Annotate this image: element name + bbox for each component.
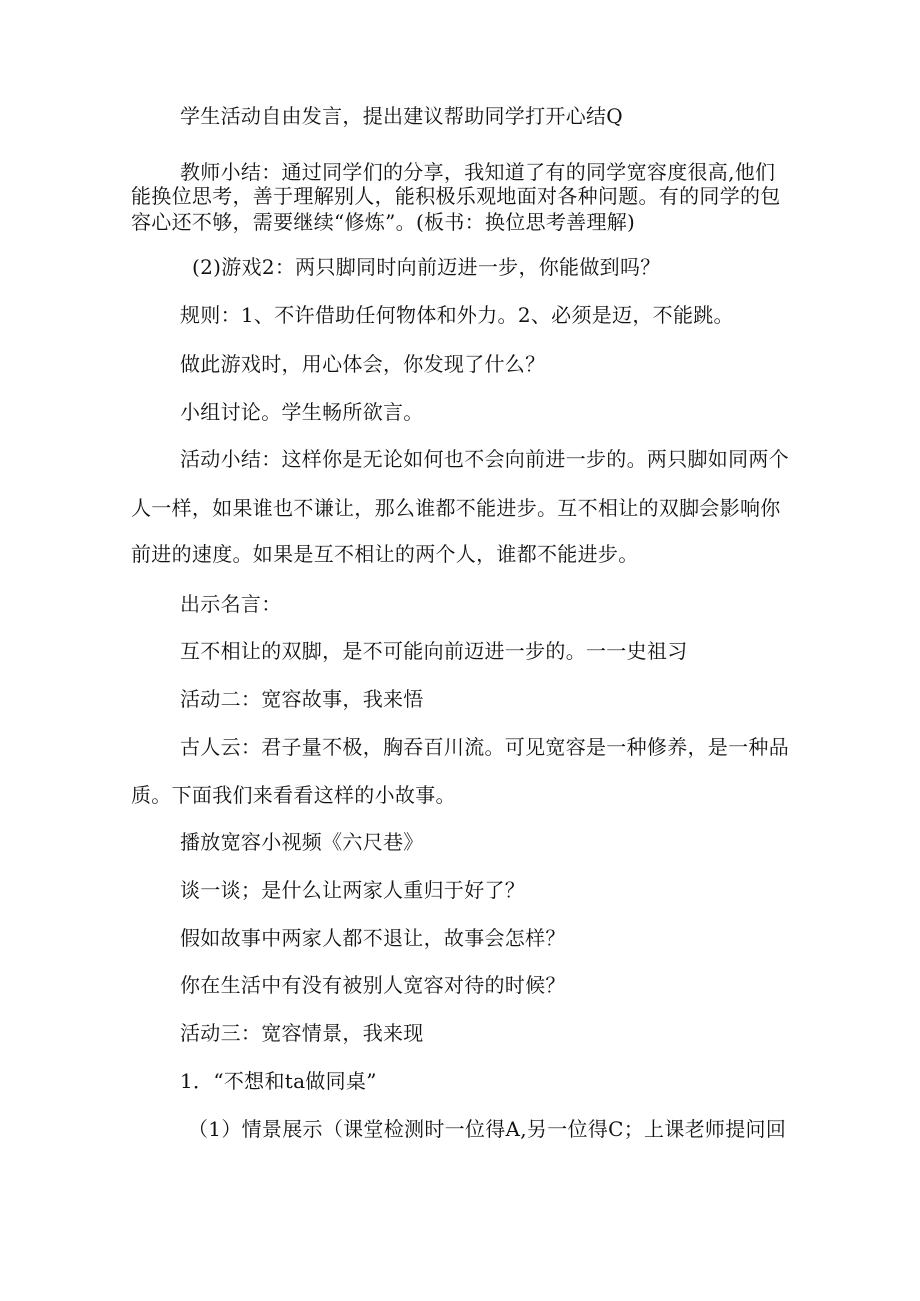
paragraph-rules: 规则：1、不许借助任何物体和外力。2、必须是迈，不能跳。 [180, 303, 734, 327]
paragraph-game2: (2)游戏2：两只脚同时向前迈进一步，你能做到吗？ [192, 255, 661, 279]
paragraph-ancient-saying-line1: 古人云：君子量不极，胸吞百川流。可见宽容是一种修养，是一种品 [180, 735, 789, 759]
paragraph-personal-experience: 你在生活中有没有被别人宽容对待的时候？ [180, 973, 566, 997]
paragraph-discuss: 谈一谈；是什么让两家人重归于好了？ [180, 878, 526, 902]
paragraph-scenario-display: （1）情景展示（课堂检测时一位得A,另一位得C；上课老师提问回 [188, 1117, 787, 1141]
section-heading-activity3: 活动三：宽容情景，我来现 [180, 1021, 424, 1045]
paragraph-play-video: 播放宽容小视频《六尺巷》 [180, 830, 424, 854]
paragraph-show-quote: 出示名言： [180, 592, 282, 616]
paragraph-activity-summary-line3: 前进的速度。如果是互不相让的两个人，谁都不能进步。 [131, 542, 639, 566]
paragraph-game-question: 做此游戏时，用心体会，你发现了什么？ [180, 352, 546, 376]
paragraph-student-activity: 学生活动自由发言，提出建议帮助同学打开心结Q [180, 104, 623, 128]
paragraph-ancient-saying-line2: 质。下面我们来看看这样的小故事。 [131, 783, 456, 807]
section-heading-activity2: 活动二：宽容故事，我来悟 [180, 687, 424, 711]
paragraph-activity-summary-line1: 活动小结：这样你是无论如何也不会向前进一步的。两只脚如同两个 [180, 447, 789, 471]
paragraph-activity-summary-line2: 人一样，如果谁也不谦让，那么谁都不能进步。互不相让的双脚会影响你 [131, 496, 781, 520]
paragraph-teacher-summary-line1: 教师小结：通过同学们的分享，我知道了有的同学宽容度很高,他们 [180, 160, 776, 184]
paragraph-quote: 互不相让的双脚，是不可能向前迈进一步的。一一史祖习 [180, 639, 688, 663]
paragraph-teacher-summary-line2: 能换位思考，善于理解别人，能积极乐观地面对各种问题。有的同学的包 [131, 184, 781, 208]
list-item-scenario-1: 1．“不想和ta做同桌” [180, 1069, 377, 1093]
paragraph-teacher-summary-line3: 容心还不够，需要继续“修炼”。(板书：换位思考善理解) [131, 210, 636, 234]
paragraph-hypothetical: 假如故事中两家人都不退让，故事会怎样？ [180, 926, 566, 950]
paragraph-group-discussion: 小组讨论。学生畅所欲言。 [180, 400, 424, 424]
